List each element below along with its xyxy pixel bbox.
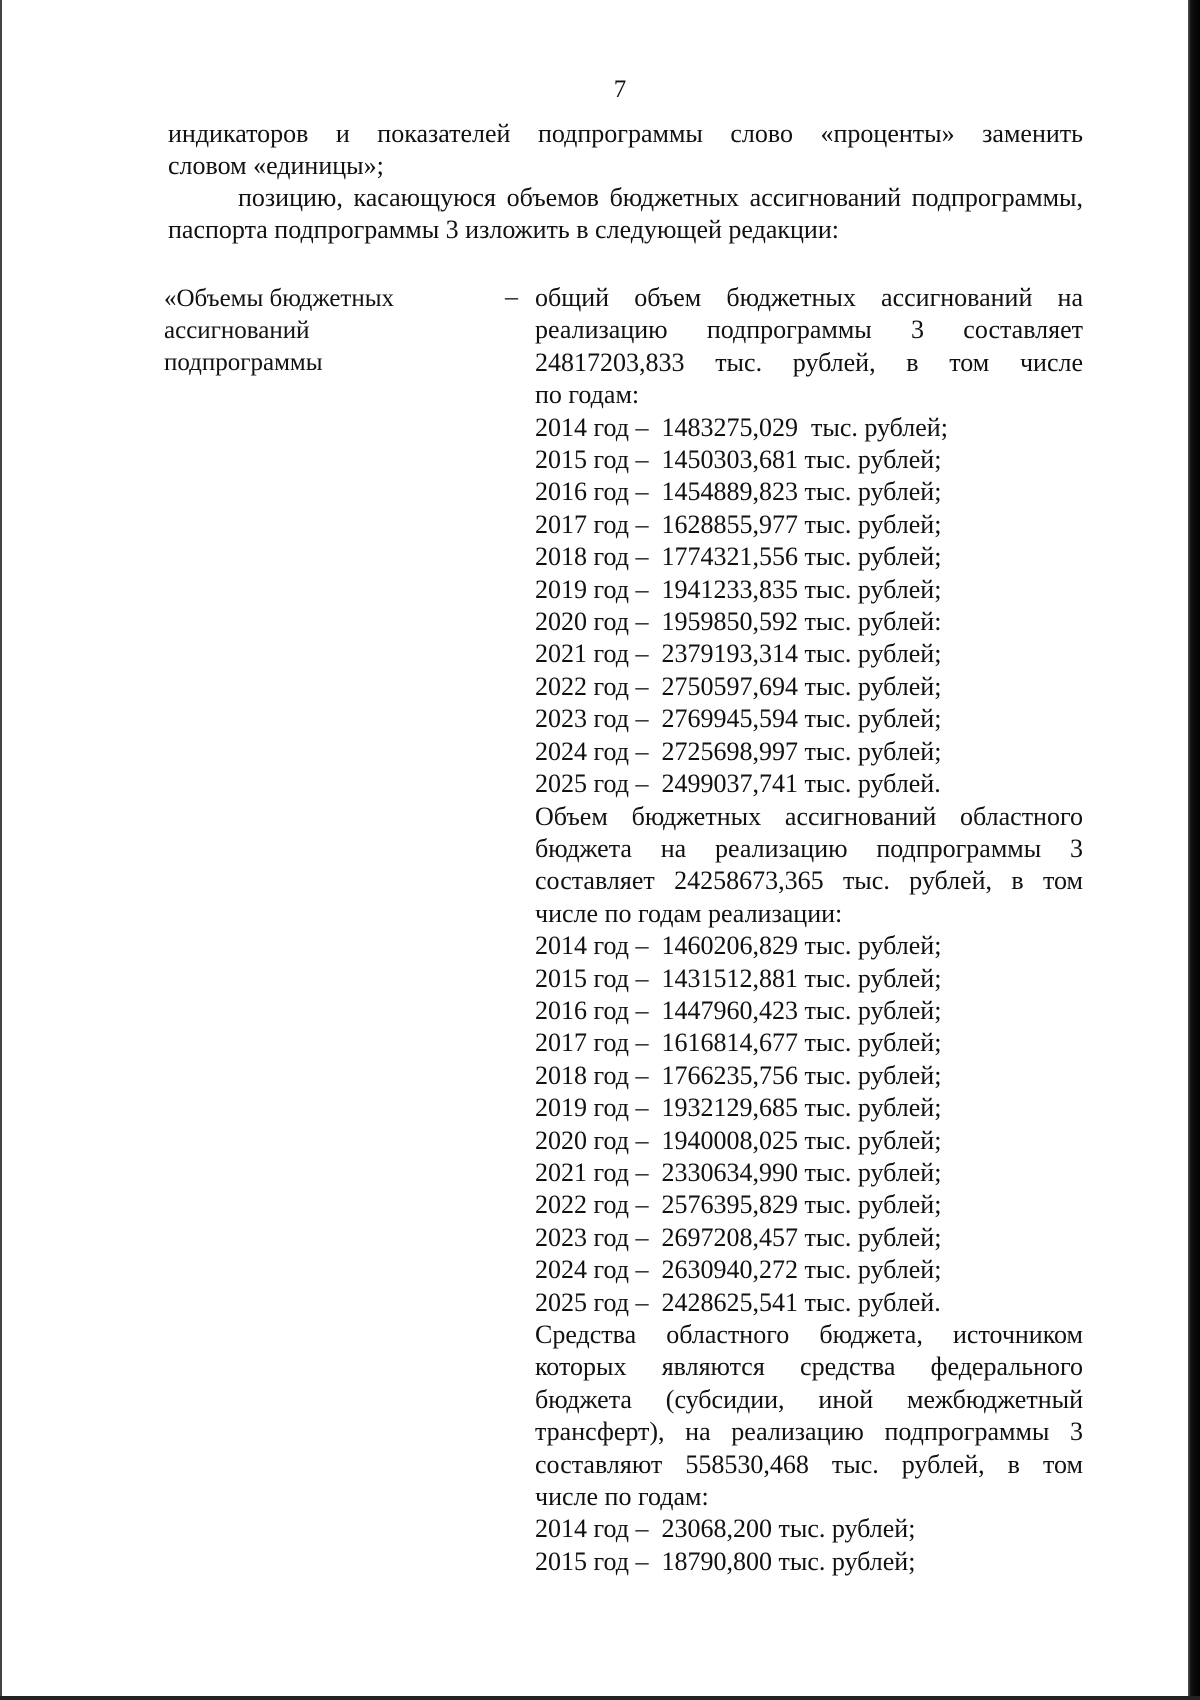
year-row: 2017 год – 1628855,977 тыс. рублей; bbox=[535, 509, 942, 539]
section1-intro: общий объем бюджетных ассигнований на реализацию подпрограммы 3 составляет 24817203,833 тыс. рублей, в том числе bbox=[535, 283, 1083, 377]
section3-year-list bbox=[535, 1513, 1083, 1578]
year-row: 2020 год – 1940008,025 тыс. рублей; bbox=[535, 1125, 942, 1155]
position-label bbox=[164, 283, 484, 379]
intro-text bbox=[168, 118, 1083, 246]
year-row: 2016 год – 1454889,823 тыс. рублей; bbox=[535, 477, 942, 507]
year-row: 2017 год – 1616814,677 тыс. рублей; bbox=[535, 1028, 942, 1058]
year-row: 2014 год – 1483275,029 тыс. рублей; bbox=[535, 412, 948, 442]
budget-description bbox=[535, 282, 1083, 1578]
section1-intro-last: по годам: bbox=[535, 380, 640, 410]
section2-intro-last: числе по годам реализации: bbox=[535, 898, 843, 928]
intro-line-2: словом «единицы»; bbox=[168, 151, 384, 180]
year-row: 2019 год – 1941233,835 тыс. рублей; bbox=[535, 574, 942, 604]
section2-year-list bbox=[535, 930, 1083, 1319]
year-row: 2015 год – 1431512,881 тыс. рублей; bbox=[535, 963, 942, 993]
section3-intro: Средства областного бюджета, источником которых являются средства федерального бюджета (субсидии, иной межбюджетный трансферт), на реализацию подпрограммы 3 составляют 558530,468 тыс. рублей, в том bbox=[535, 1320, 1083, 1479]
intro-line-1: индикаторов и показателей подпрограммы слово «проценты» заменить bbox=[168, 119, 1083, 148]
scan-edge-right bbox=[1188, 0, 1200, 1700]
scan-edge-left bbox=[0, 0, 2, 1700]
year-row: 2020 год – 1959850,592 тыс. рублей: bbox=[535, 607, 942, 637]
year-row: 2014 год – 23068,200 тыс. рублей; bbox=[535, 1514, 916, 1544]
year-row: 2016 год – 1447960,423 тыс. рублей; bbox=[535, 995, 942, 1025]
year-row: 2023 год – 2697208,457 тыс. рублей; bbox=[535, 1222, 942, 1252]
section3-intro-last: числе по годам: bbox=[535, 1482, 709, 1512]
year-row: 2018 год – 1774321,556 тыс. рублей; bbox=[535, 542, 942, 572]
position-label-line-1: «Объемы бюджетных bbox=[164, 285, 395, 312]
position-label-line-3: подпрограммы bbox=[164, 349, 323, 376]
section1-year-list bbox=[535, 412, 1083, 801]
year-row: 2025 год – 2428625,541 тыс. рублей. bbox=[535, 1287, 941, 1317]
intro-paragraph-2: позицию, касающуюся объемов бюджетных ассигнований подпрограммы, паспорта подпрограммы 3 изложить в следующей редакции: bbox=[168, 183, 1083, 244]
year-row: 2024 год – 2725698,997 тыс. рублей; bbox=[535, 736, 942, 766]
year-row: 2015 год – 18790,800 тыс. рублей; bbox=[535, 1546, 916, 1576]
page-number: 7 bbox=[613, 76, 627, 103]
year-row: 2022 год – 2576395,829 тыс. рублей; bbox=[535, 1190, 942, 1220]
year-row: 2019 год – 1932129,685 тыс. рублей; bbox=[535, 1093, 942, 1123]
position-label-line-2: ассигнований bbox=[164, 317, 310, 344]
scan-edge-bottom bbox=[0, 1696, 1200, 1700]
year-row: 2024 год – 2630940,272 тыс. рублей; bbox=[535, 1255, 942, 1285]
year-row: 2018 год – 1766235,756 тыс. рублей; bbox=[535, 1060, 942, 1090]
year-row: 2021 год – 2379193,314 тыс. рублей; bbox=[535, 639, 942, 669]
year-row: 2022 год – 2750597,694 тыс. рублей; bbox=[535, 671, 942, 701]
year-row: 2021 год – 2330634,990 тыс. рублей; bbox=[535, 1157, 942, 1187]
separator-dash: – bbox=[505, 282, 518, 311]
year-row: 2015 год – 1450303,681 тыс. рублей; bbox=[535, 445, 942, 475]
section2-intro: Объем бюджетных ассигнований областного бюджета на реализацию подпрограммы 3 составляет 24258673,365 тыс. рублей, в том bbox=[535, 801, 1083, 896]
year-row: 2023 год – 2769945,594 тыс. рублей; bbox=[535, 704, 942, 734]
year-row: 2025 год – 2499037,741 тыс. рублей. bbox=[535, 769, 941, 799]
year-row: 2014 год – 1460206,829 тыс. рублей; bbox=[535, 931, 942, 961]
